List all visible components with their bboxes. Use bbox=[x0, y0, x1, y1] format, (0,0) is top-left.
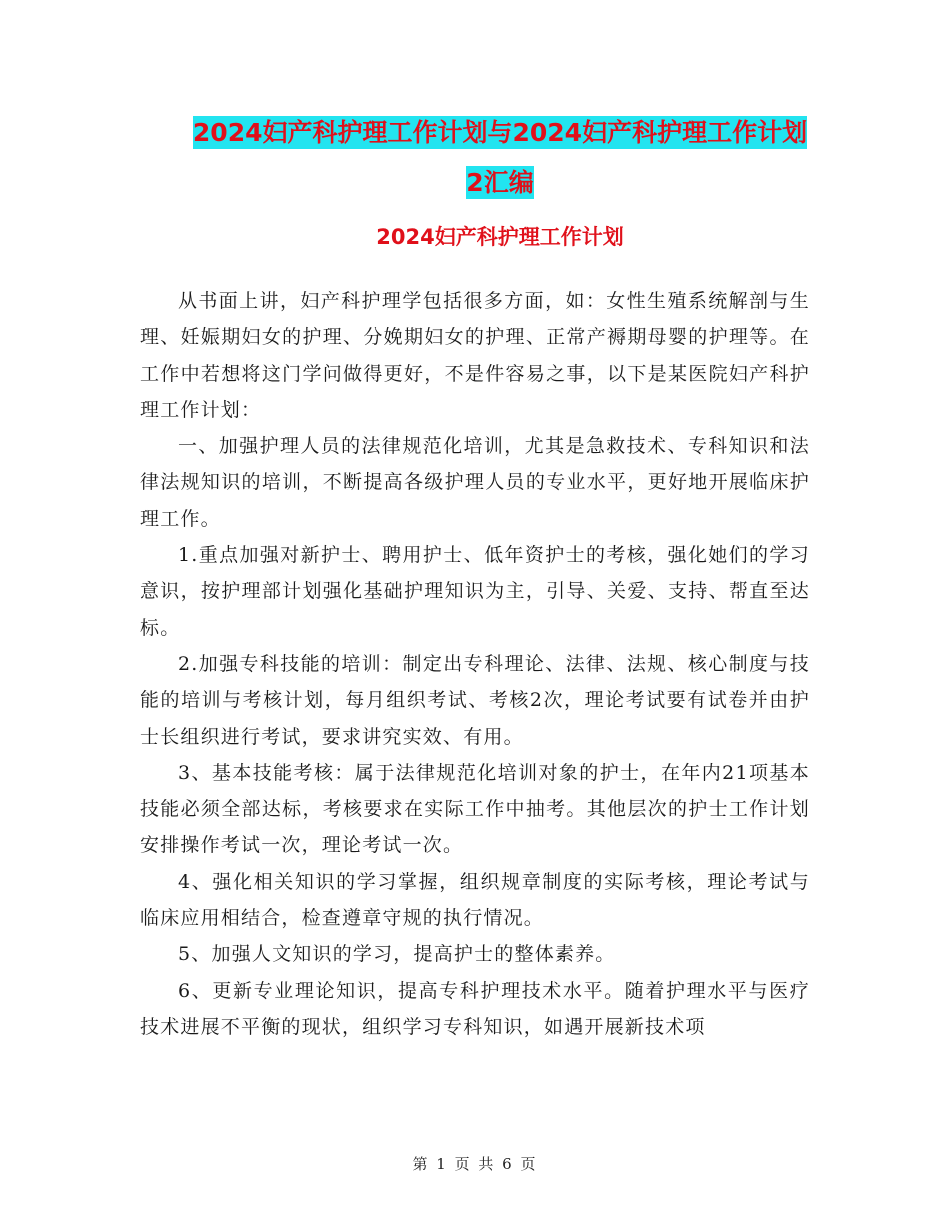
section-title: 2024妇产科护理工作计划 bbox=[376, 225, 624, 249]
paragraph-item-4: 4、强化相关知识的学习掌握，组织规章制度的实际考核，理论考试与临床应用相结合，检查遵章守规的执行情况。 bbox=[140, 870, 810, 930]
paragraph-item-1: 一、加强护理人员的法律规范化培训，尤其是急救技术、专科知识和法律法规知识的培训，不断提高各级护理人员的专业水平，更好地开展临床护理工作。 bbox=[140, 435, 810, 530]
document-body bbox=[140, 283, 810, 1045]
page-footer: 第 1 页 共 6 页 bbox=[412, 1155, 538, 1173]
document-title-line-1: 2024妇产科护理工作计划与2024妇产科护理工作计划 bbox=[192, 118, 808, 147]
paragraph-item-6: 6、更新专业理论知识，提高专科护理技术水平。随着护理水平与医疗技术进展不平衡的现状，组织学习专科知识，如遇开展新技术项 bbox=[140, 979, 810, 1038]
document-title bbox=[140, 108, 860, 208]
paragraph-item-5: 5、加强人文知识的学习，提高护士的整体素养。 bbox=[178, 943, 616, 966]
document-title-line-2: 2汇编 bbox=[466, 168, 534, 197]
paragraph-intro: 从书面上讲，妇产科护理学包括很多方面，如：女性生殖系统解剖与生理、妊娠期妇女的护理、分娩期妇女的护理、正常产褥期母婴的护理等。在工作中若想将这门学问做得更好，不是件容易之事，以下是某医院妇产科护理工作计划： bbox=[140, 290, 810, 421]
paragraph-item-1-1: 1.重点加强对新护士、聘用护士、低年资护士的考核，强化她们的学习意识，按护理部计划强化基础护理知识为主，引导、关爱、支持、帮直至达标。 bbox=[140, 544, 810, 639]
paragraph-item-3: 3、基本技能考核：属于法律规范化培训对象的护士，在年内21项基本技能必须全部达标，考核要求在实际工作中抽考。其他层次的护士工作计划安排操作考试一次，理论考试一次。 bbox=[140, 761, 810, 857]
paragraph-item-1-2: 2.加强专科技能的培训：制定出专科理论、法律、法规、核心制度与技能的培训与考核计划，每月组织考试、考核2次，理论考试要有试卷并由护士长组织进行考试，要求讲究实效、有用。 bbox=[140, 652, 810, 748]
